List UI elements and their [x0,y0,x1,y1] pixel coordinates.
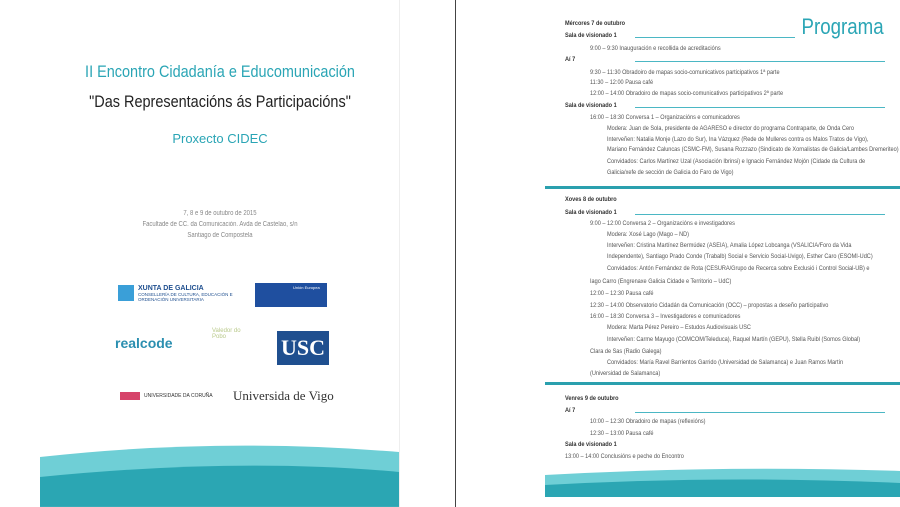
teal-wave-decoration [40,437,399,507]
program-item: Clara de Sas (Radio Galega) [590,348,662,355]
program-page [545,0,900,507]
room-rule [635,61,885,62]
program-item: Galicia/xefe de sección de Galicia do Faro de Vigo) [607,169,734,176]
program-item: Convidados: María Ravel Barrientos Garrido (Universidad de Salamanca) e Juan Ramos Martín [607,359,844,366]
program-item: 13:00 – 14:00 Conclusións e peche do Encontro [565,453,684,460]
uvigo-logo: Universida de Vigo [233,388,334,403]
program-item: 12:00 – 12:30 Pausa café [590,290,654,297]
program-item: Modera: Juan de Sola, presidente de AGARESO e director do programa Contraparte, de Onda Cero [607,125,855,132]
day-heading: Venres 9 de outubro [565,395,619,402]
room-rule [635,37,795,38]
event-title: II Encontro Cidadanía e Educomunicación [85,62,355,81]
teal-wave-decoration [545,457,900,497]
day-heading: Xoves 8 de outubro [565,196,617,203]
day-heading: Mércores 7 de outubro [565,20,626,27]
program-item: Convidados: Carlos Martínez Uzal (Asociación Ibrinsi) e Ignacio Fernández Mojón (Cidade da Cultura de [607,158,866,165]
program-item: Interveñen: Cristina Martínez Bermúdez (ASEIA), Amalia López Lobcanga (VSALICIA/Foro da Vida [607,242,852,249]
program-item: 10:00 – 12:30 Obradoiro de mapas (reflexións) [590,418,706,425]
program-item: Interveñen: Natalia Monje (Lazo do Sur), Ina Vázquez (Rede de Mulleres contra os Malos Tratos de Vigo), [607,136,869,143]
room-heading: Aí 7 [565,407,576,414]
program-item: 9:30 – 11:30 Obradoiro de mapas socio-comunicativos participativos 1ª parte [590,69,780,76]
room-heading: Sala de visionado 1 [565,441,617,448]
program-item: 12:30 – 14:00 Observatorio Cidadán da Comunicación (OCC) – propostas a deseño participativo [590,302,829,309]
room-rule [635,412,885,413]
program-item: Modera: Xosé Lago (Mago – ND) [607,231,690,238]
event-subtitle: "Das Representacións ás Participacións" [89,92,351,111]
page-gutter [455,0,456,507]
section-divider [545,186,900,189]
program-item: 16:00 – 18:30 Conversa 1 – Organizacións e comunicadores [590,114,740,121]
program-item: 11:30 – 12:00 Pausa café [590,79,654,86]
program-item: Independente), Santiago Prado Conde (Trabalb) Social e Servicio Social-Uvigo), Esther Caro (ESOMI-UdC) [607,253,873,260]
room-rule [635,214,885,215]
cover-page [40,0,400,507]
project-name: Proxecto CIDEC [172,131,268,146]
room-heading: Aí 7 [565,56,576,63]
room-heading: Sala de visionado 1 [565,32,617,39]
program-item: 16:00 – 18:30 Conversa 3 – Investigadores e comunicadores [590,313,741,320]
program-item: 12:30 – 13:00 Pausa café [590,430,654,437]
event-venue: Facultade de CC. da Comunicación. Avda de Castelao, s/n [142,221,298,228]
program-item: 9:00 – 9:30 Inauguración e recollida de acreditacións [590,45,721,52]
program-item: Iago Carro (Engrenaxe Galicia Cidade e Territorio – UdC) [590,278,732,285]
valedor-logo: Valedor do Pobo [212,328,241,340]
program-heading: Programa [801,14,884,39]
udc-logo: UNIVERSIDADE DA CORUÑA [120,392,213,400]
room-heading: Sala de visionado 1 [565,209,617,216]
program-item: Mariano Fernández Caluncas (CSMC-FM), Susana Rozzazo (Sindicato de Xornalistas de Galicia/Lambes Dremeriteo) [607,146,899,153]
section-divider [545,382,900,385]
event-city: Santiago de Compostela [187,232,253,239]
program-item: Convidados: Antón Fernández de Rota (CESURA/Grupo de Recerca sobre Exclusió i Control Social-UB) e [607,265,870,272]
program-item: 12:00 – 14:00 Obradoiro de mapas socio-comunicativos participativos 2ª parte [590,90,784,97]
xunta-logo: XUNTA DE GALICIA CONSELLERÍA DE CULTURA, EDUCACIÓN E ORDENACIÓN UNIVERSITARIA [118,285,238,302]
event-date: 7, 8 e 9 de outubro de 2015 [183,210,257,217]
room-rule [635,107,885,108]
realcode-logo: realcode [115,335,173,351]
room-heading: Sala de visionado 1 [565,102,617,109]
program-item: Interveñen: Carme Mayugo (COMCOM/Teleduca), Raquel Martín (GEPU), Stella Ruibl (Somos Global) [607,336,861,343]
eu-logo: Unión Europea [255,283,327,307]
program-item: Modera: Marta Pérez Pereiro – Estudos Audiovisuais USC [607,324,751,331]
usc-logo: USC [277,331,329,365]
program-item: 9:00 – 12:00 Conversa 2 – Organizacións e investigadores [590,220,735,227]
program-item: (Universidad de Salamanca) [590,370,661,377]
